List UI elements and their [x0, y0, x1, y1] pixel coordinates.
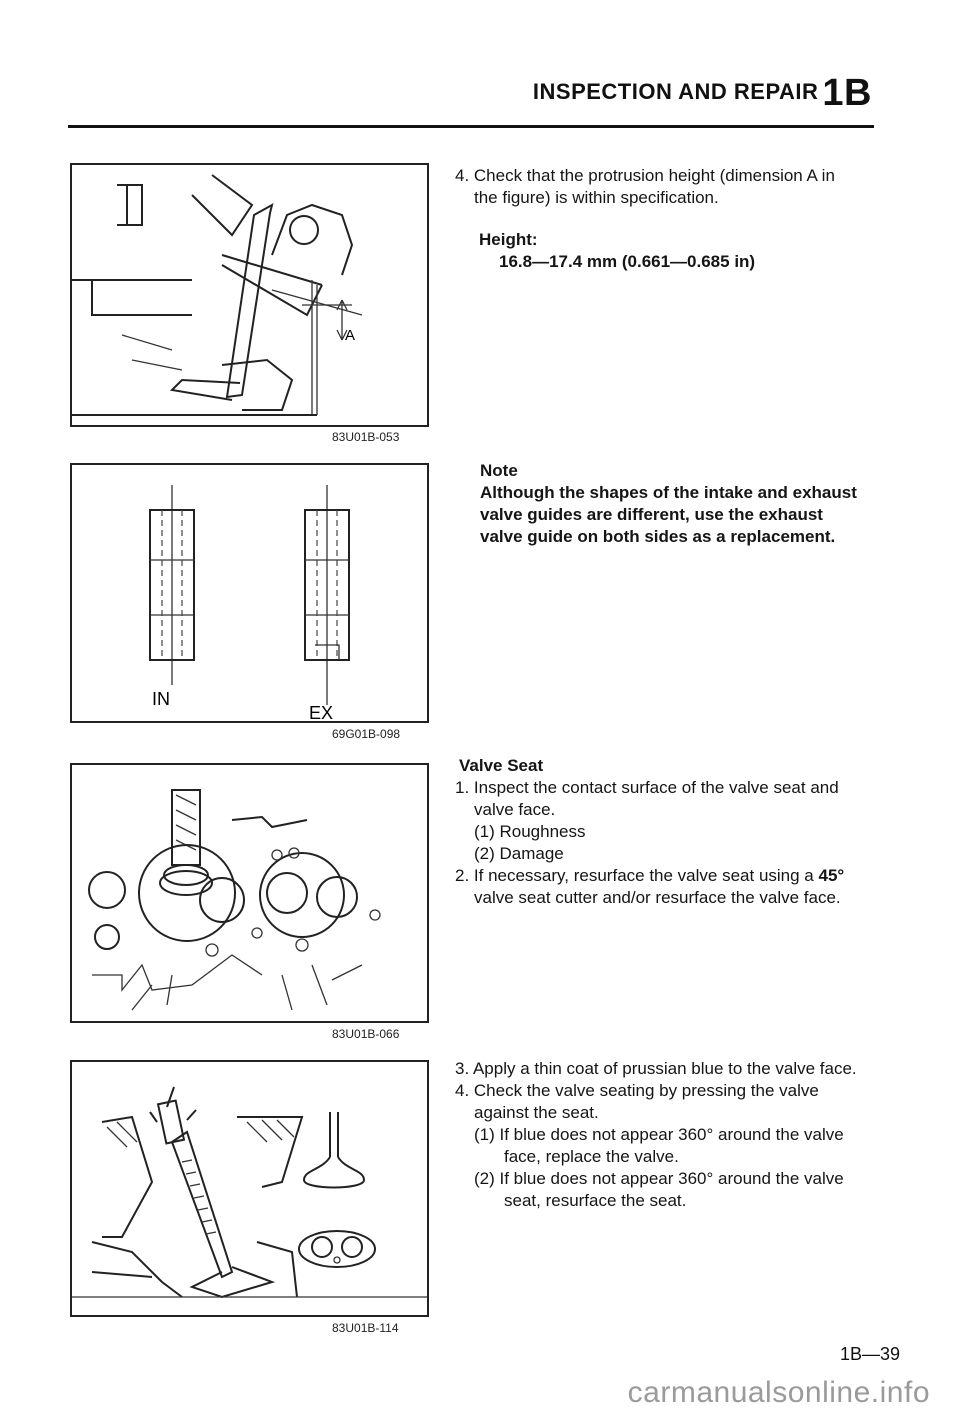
seating-line-6: (2) If blue does not appear 360° around the valve: [474, 1169, 844, 1188]
step-4-protrusion: [455, 165, 875, 273]
seating-line-7: seat, resurface the seat.: [504, 1191, 687, 1210]
intake-label: IN: [152, 689, 170, 709]
valve-seating-check-drawing: [72, 1062, 427, 1315]
header-rule: [68, 125, 874, 128]
height-label: Height:: [479, 230, 538, 249]
step-4-line-2: the figure) is within specification.: [474, 188, 719, 207]
exhaust-label: EX: [309, 703, 334, 721]
page-header: [533, 72, 872, 115]
cutter-angle: 45°: [818, 866, 845, 885]
header-title: INSPECTION AND REPAIR: [532, 79, 819, 104]
note-line-2: valve guides are different, use the exhaust: [480, 505, 823, 524]
seating-line-5: face, replace the valve.: [504, 1147, 679, 1166]
step-4-line-1: 4. Check that the protrusion height (dimension A in: [455, 166, 835, 185]
figure-code-4: 83U01B-114: [332, 1321, 399, 1335]
figure-code-1: 83U01B-053: [332, 430, 400, 444]
header-section: 1B: [822, 72, 872, 114]
figure-code-3: 83U01B-066: [332, 1027, 400, 1041]
seating-line-3: against the seat.: [474, 1103, 599, 1122]
valve-seat-line-3: (1) Roughness: [474, 822, 586, 841]
valve-seat-line-6: valve seat cutter and/or resurface the valve face.: [474, 888, 841, 907]
figure-code-2: 69G01B-098: [332, 727, 401, 741]
figure-valve-guides: [70, 463, 429, 723]
page-number: 1B—39: [839, 1344, 900, 1364]
height-value: 16.8—17.4 mm (0.661—0.685 in): [499, 252, 756, 271]
valve-seat-line-1: 1. Inspect the contact surface of the valve seat and: [455, 778, 839, 797]
seating-line-4: (1) If blue does not appear 360° around the valve: [474, 1125, 844, 1144]
valve-seat-line-4: (2) Damage: [474, 844, 564, 863]
figure-valve-seat-cutter: [70, 763, 429, 1023]
valve-seat-line-5: [455, 865, 875, 887]
note-block: [480, 460, 880, 548]
valve-seat-line-5-text: 2. If necessary, resurface the valve seat using a: [455, 866, 819, 885]
valve-guide-protrusion-drawing: [72, 165, 427, 425]
seating-line-2: 4. Check the valve seating by pressing the valve: [455, 1081, 819, 1100]
note-line-1: Although the shapes of the intake and exhaust: [480, 483, 857, 502]
valve-seating-section: [455, 1058, 875, 1212]
valve-seat-cutter-drawing: [72, 765, 427, 1021]
valve-guides-drawing: [72, 465, 427, 721]
note-line-3: valve guide on both sides as a replacement.: [480, 527, 836, 546]
figure-valve-guide-protrusion: [70, 163, 429, 427]
seating-line-1: 3. Apply a thin coat of prussian blue to the valve face.: [455, 1059, 857, 1078]
dimension-a-label: A: [345, 327, 356, 344]
note-title: Note: [480, 461, 518, 480]
watermark: carmanualsonline.info: [627, 1376, 930, 1409]
valve-seat-section: [455, 755, 875, 909]
valve-seat-line-2: valve face.: [474, 800, 556, 819]
valve-seat-heading: Valve Seat: [459, 756, 544, 775]
figure-valve-seating-check: [70, 1060, 429, 1317]
